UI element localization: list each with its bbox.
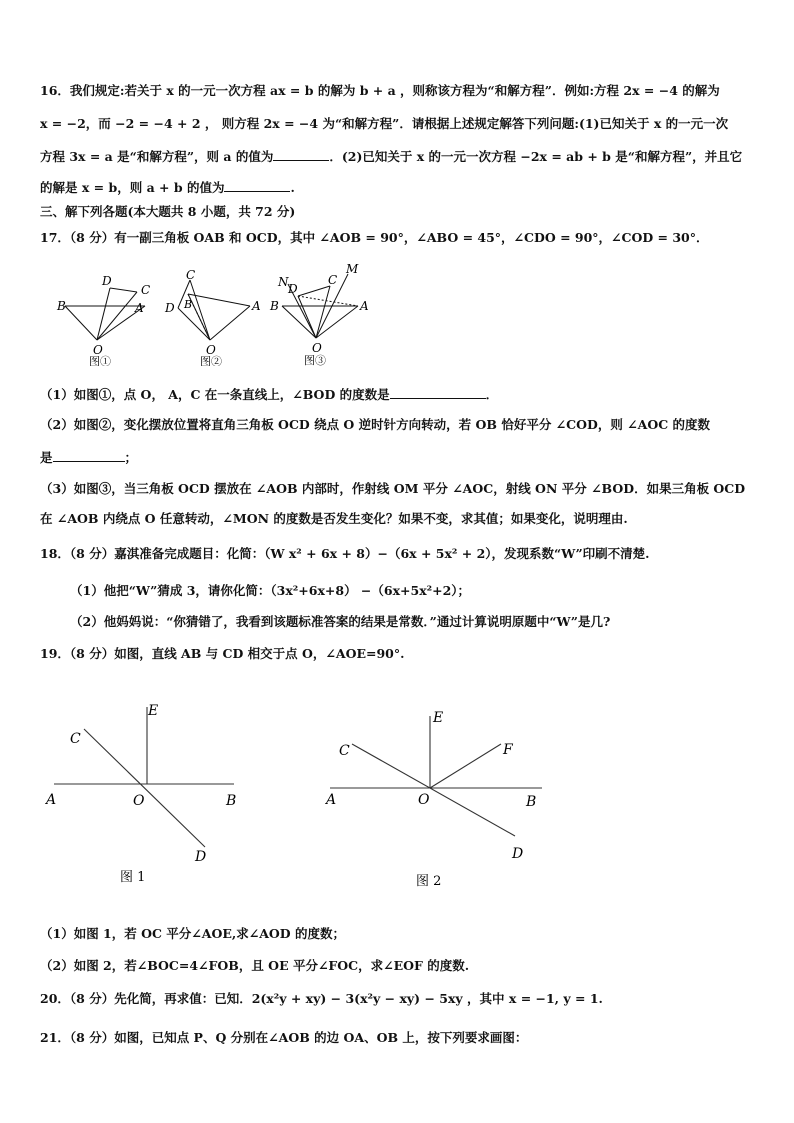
q17-part1-text: （1）如图①，点 O， A，C 在一条直线上，∠BOD 的度数是 <box>40 387 390 402</box>
label-C: C <box>339 743 350 759</box>
q16-line3 <box>40 148 742 165</box>
q16-line3-part1: 方程 3x = a 是“和解方程”，则 a 的值为 <box>40 149 274 164</box>
q18-stem: 18．（8 分）嘉淇准备完成题目：化简：（W x² + 6x + 8）−（6x + 5x² + 2），发现系数“W”印刷不清楚. <box>40 546 650 561</box>
figure-caption: 图② <box>200 355 222 366</box>
q18-part1: （1）他把“W”猜成 3，请你化简：（3x²+6x+8） −（6x+5x²+2）； <box>70 583 471 598</box>
label-B: B <box>270 299 279 313</box>
q19-stem: 19．（8 分）如图，直线 AB 与 CD 相交于点 O，∠AOE=90°. <box>40 646 405 661</box>
q17-figure-3 <box>268 262 378 366</box>
q17-part1 <box>40 386 498 403</box>
label-A: A <box>252 299 261 313</box>
label-O: O <box>206 343 216 357</box>
label-A: A <box>135 301 144 315</box>
label-E: E <box>433 710 444 726</box>
label-O: O <box>133 793 145 809</box>
q18-part2: （2）他妈妈说：“你猜错了，我看到该题标准答案的结果是常数．”通过计算说明原题中“W”是几? <box>70 614 611 629</box>
q16-line2: x = −2，而 −2 = −4 + 2 ， 则方程 2x = −4 为“和解方程”．请根据上述规定解答下列问题:(1)已知关于 x 的一元一次 <box>40 116 729 131</box>
label-M: M <box>346 262 359 276</box>
label-D: D <box>512 846 524 862</box>
answer-blank <box>224 179 290 192</box>
label-A: A <box>326 792 337 808</box>
answer-blank <box>53 449 125 462</box>
label-D: D <box>102 274 112 288</box>
q17-figure-2 <box>160 268 270 366</box>
answer-blank <box>273 148 329 161</box>
figure-caption: 图③ <box>304 354 326 366</box>
q16-line1: 16．我们规定:若关于 x 的一元一次方程 ax = b 的解为 b + a ，则称该方程为“和解方程”．例如:方程 2x = −4 的解为 <box>40 83 720 98</box>
q17-stem: 17．（8 分）有一副三角板 OAB 和 OCD，其中 ∠AOB = 90°，∠ABO = 45°，∠CDO = 90°，∠COD = 30°． <box>40 230 709 245</box>
q17-part3-line1: （3）如图③，当三角板 OCD 摆放在 ∠AOB 内部时，作射线 OM 平分 ∠AOC，射线 ON 平分 ∠BOD．如果三角板 OCD <box>40 481 746 496</box>
q16-line3-part2: ．(2)已知关于 x 的一元一次方程 −2x = ab + b 是“和解方程”，并且它 <box>329 149 743 164</box>
q17-part3-line2: 在 ∠AOB 内绕点 O 任意转动，∠MON 的度数是否发生变化？如果不变，求其值；如果变化，说明理由. <box>40 511 628 526</box>
label-B: B <box>184 298 193 311</box>
label-C: C <box>70 731 81 747</box>
label-B: B <box>226 793 237 809</box>
label-C: C <box>328 273 338 287</box>
label-O: O <box>418 792 430 808</box>
answer-blank <box>390 386 486 399</box>
label-F: F <box>503 742 513 758</box>
figure-caption: 图 2 <box>416 874 442 889</box>
label-C: C <box>186 268 196 282</box>
label-O: O <box>312 341 322 355</box>
q16-line4-part2: . <box>290 180 295 195</box>
q16-line4 <box>40 179 295 196</box>
q19-figure-1 <box>40 695 290 895</box>
label-D: D <box>195 849 207 865</box>
label-D: D <box>288 282 298 296</box>
q17-part2-end: ； <box>124 450 138 465</box>
label-A: A <box>360 299 369 313</box>
q17-part2-text: 是 <box>40 450 53 465</box>
label-O: O <box>93 343 103 357</box>
q17-part2-line1: （2）如图②，变化摆放位置将直角三角板 OCD 绕点 O 逆时针方向转动，若 OB 恰好平分 ∠COD，则 ∠AOC 的度数 <box>40 417 711 432</box>
q19-part2: （2）如图 2，若∠BOC=4∠FOB，且 OE 平分∠FOC，求∠EOF 的度数. <box>40 958 470 973</box>
q16-line4-part1: 的解是 x = b，则 a + b 的值为 <box>40 180 225 195</box>
section-heading: 三、解下列各题(本大题共 8 小题，共 72 分) <box>40 204 296 219</box>
q19-figure-2 <box>320 700 560 900</box>
q17-part1-end: ． <box>485 387 499 402</box>
q20-stem: 20．（8 分）先化简，再求值：已知．2(x²y + xy) − 3(x²y − xy) − 5xy ，其中 x = −1, y = 1. <box>40 991 603 1006</box>
q17-part2-line2 <box>40 449 137 466</box>
q21-stem: 21．（8 分）如图，已知点 P、Q 分别在∠AOB 的边 OA、OB 上，按下列要求画图： <box>40 1030 528 1045</box>
label-B: B <box>526 794 537 810</box>
figure-caption: 图 1 <box>120 870 146 885</box>
label-D: D <box>165 301 175 315</box>
figure-caption: 图① <box>89 355 111 366</box>
label-E: E <box>148 703 159 719</box>
q19-part1: （1）如图 1，若 OC 平分∠AOE,求∠AOD 的度数； <box>40 926 345 941</box>
label-C: C <box>141 283 151 297</box>
q17-figure-1 <box>55 268 175 366</box>
label-B: B <box>57 299 66 313</box>
label-A: A <box>46 792 57 808</box>
label-N: N <box>278 275 289 289</box>
